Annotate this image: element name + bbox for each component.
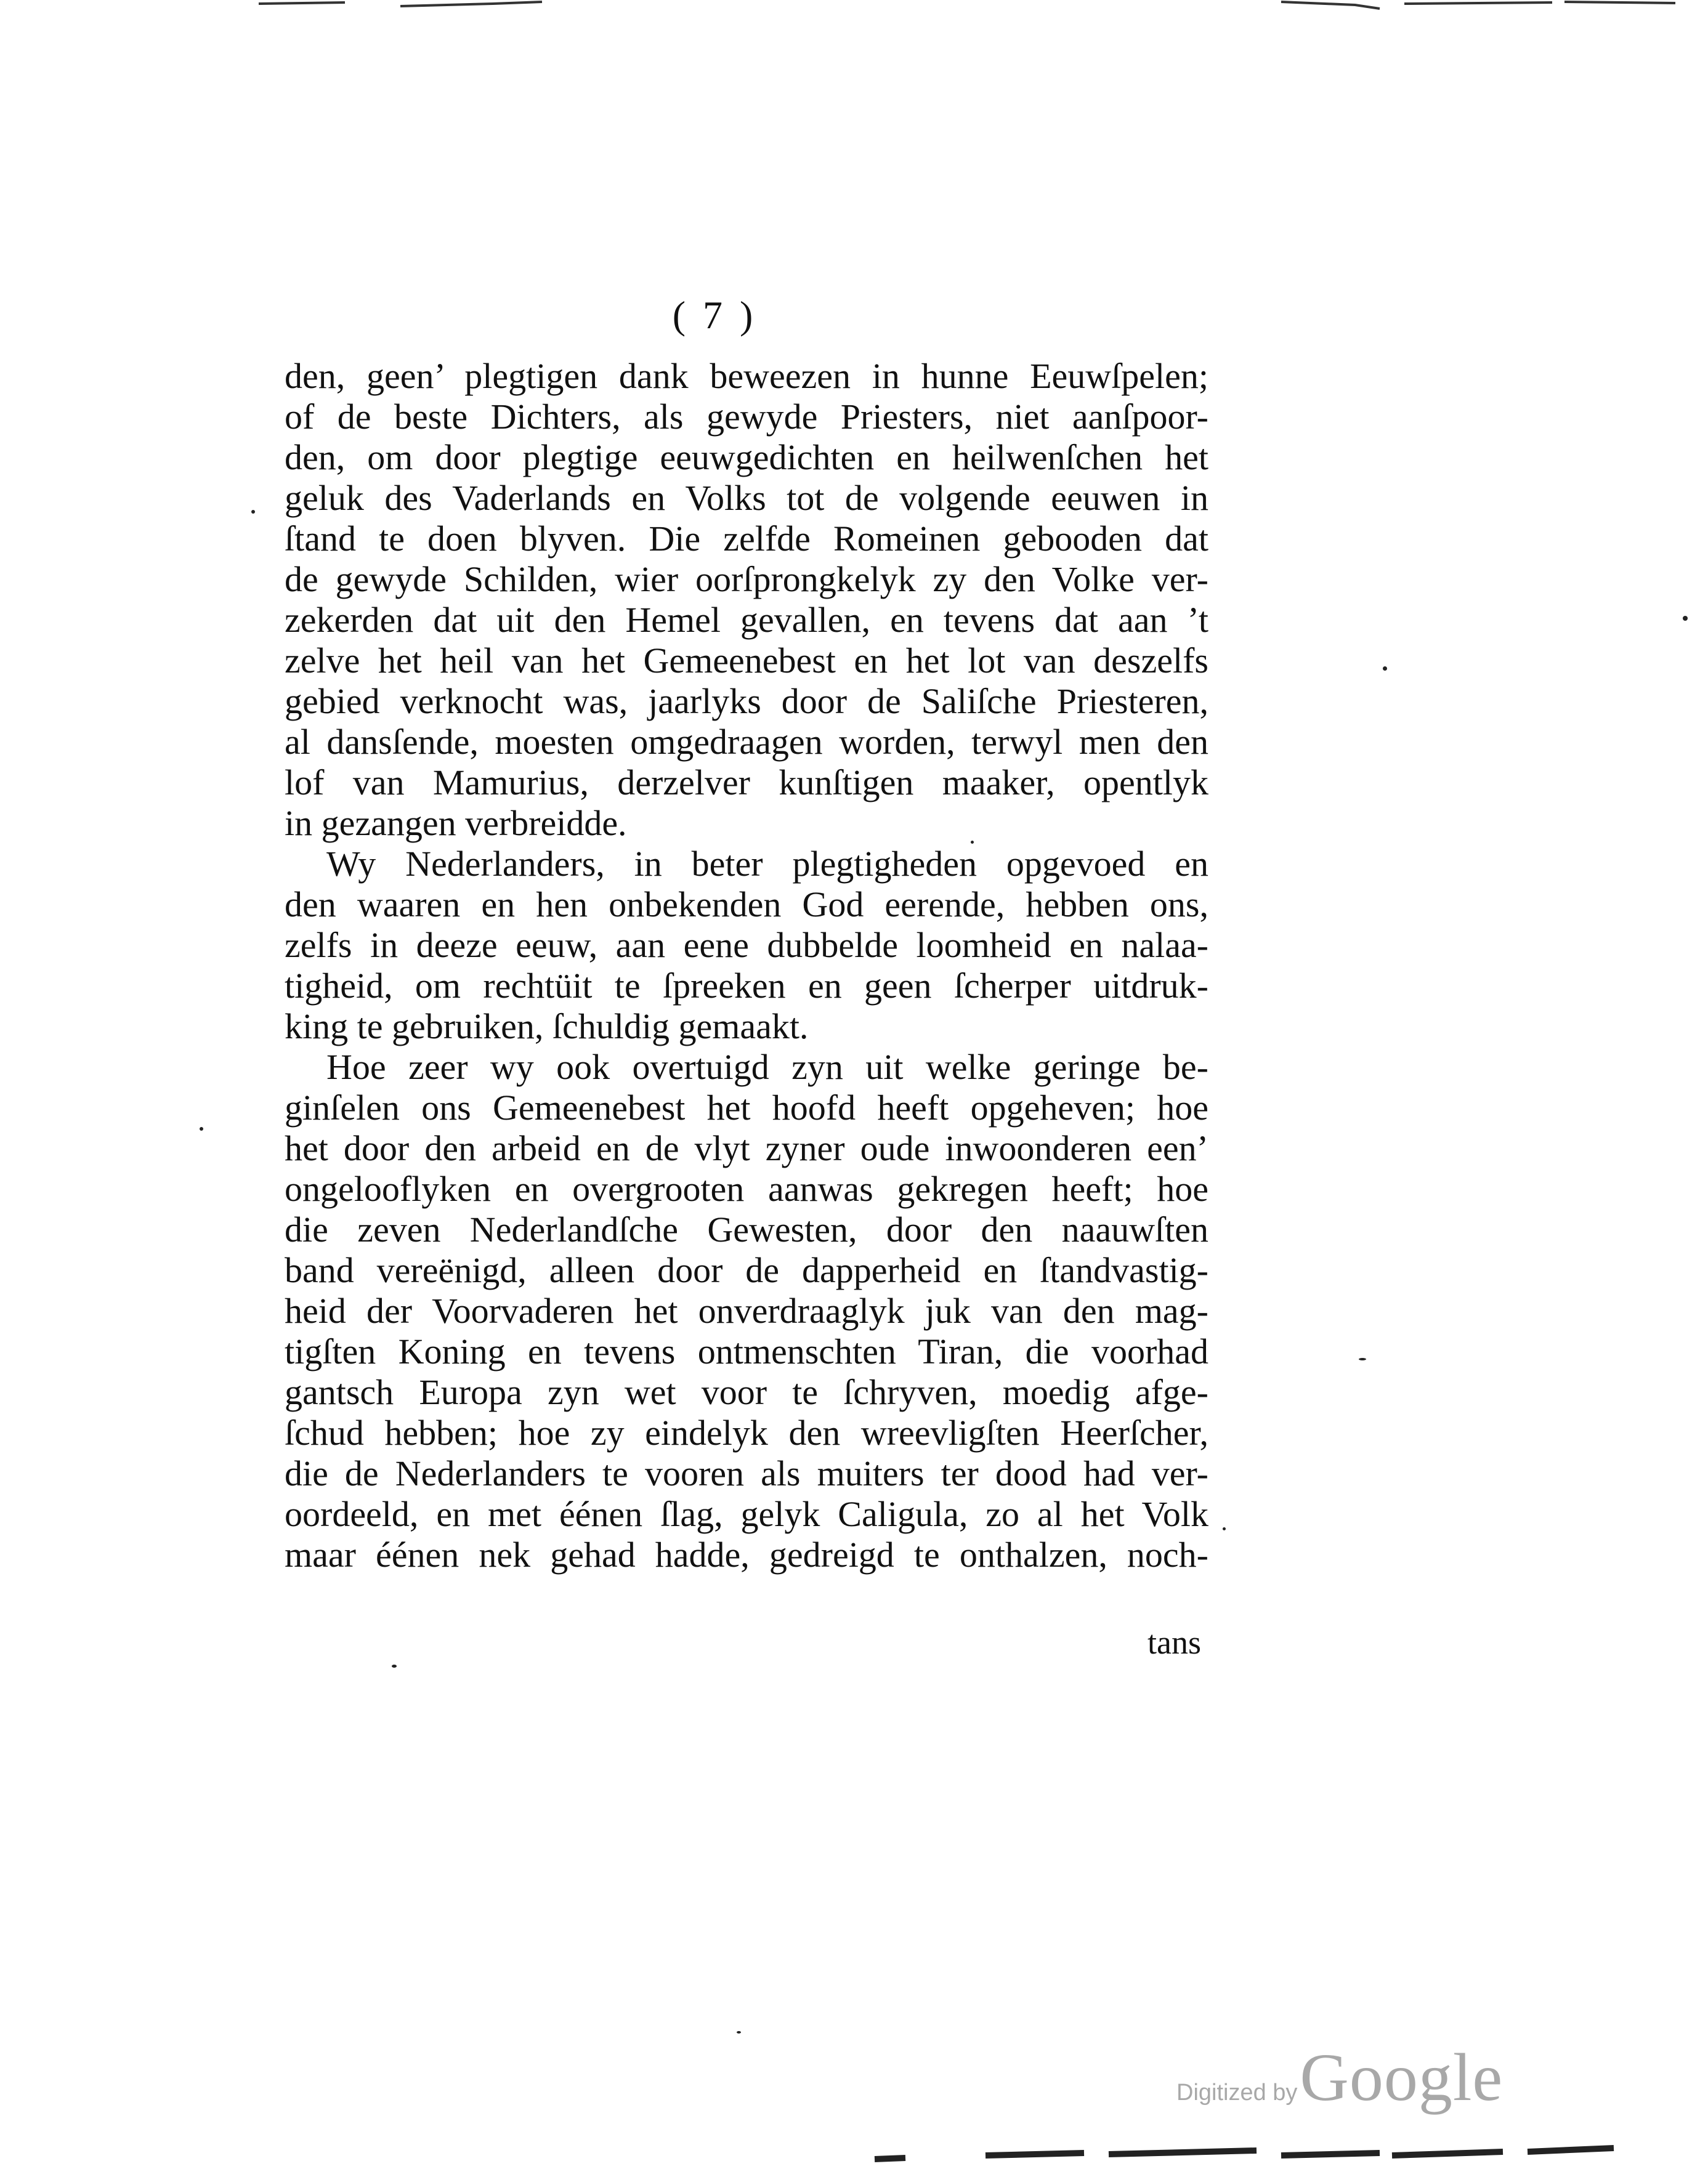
- watermark-prefix: Digitized by: [1176, 2080, 1298, 2106]
- top-edge-scan-artifact: [0, 0, 1708, 18]
- text-line: ongelooflyken en overgrooten aanwas gekregen heeft; hoe: [285, 1169, 1208, 1209]
- text-line: die zeven Nederlandſche Gewesten, door den naauwſten: [285, 1210, 1208, 1250]
- text-line: in gezangen verbreidde.: [285, 803, 627, 843]
- text-line: het door den arbeid en de vlyt zyner oude inwoonderen een’: [285, 1128, 1208, 1168]
- text-line: den waaren en hen onbekenden God eerende, hebben ons,: [285, 884, 1208, 924]
- text-line: band vereënigd, alleen door de dapperheid en ſtandvastig-: [285, 1250, 1208, 1290]
- text-line: gebied verknocht was, jaarlyks door de Saliſche Priesteren,: [285, 681, 1208, 721]
- text-line: of de beste Dichters, als gewyde Priesters, niet aanſpoor-: [285, 397, 1208, 437]
- text-line: oordeeld, en met éénen ſlag, gelyk Caligula, zo al het Volk: [285, 1494, 1208, 1534]
- body-text: [285, 356, 1208, 1575]
- catchword: tans: [1147, 1624, 1201, 1661]
- ink-speck: [1359, 1358, 1366, 1360]
- text-line: die de Nederlanders te vooren als muiters ter dood had ver-: [285, 1453, 1208, 1493]
- ink-speck: [392, 1665, 397, 1668]
- text-line: tigheid, om rechtüit te ſpreeken en geen ſcherper uitdruk-: [285, 966, 1208, 1006]
- text-line: den, geen’ plegtigen dank beweezen in hunne Eeuwſpelen;: [285, 356, 1208, 396]
- text-line: den, om door plegtige eeuwgedichten en heilwenſchen het: [285, 437, 1208, 477]
- text-line: lof van Mamurius, derzelver kunſtigen maaker, opentlyk: [285, 762, 1208, 802]
- text-line: heid der Voorvaderen het onverdraaglyk juk van den mag-: [285, 1291, 1208, 1331]
- text-line: zelve het heil van het Gemeenebest en het lot van deszelfs: [285, 640, 1208, 681]
- text-line: tigſten Koning en tevens ontmenschten Tiran, die voorhad: [285, 1331, 1208, 1371]
- ink-speck: [200, 1127, 203, 1131]
- text-line: zelfs in deeze eeuw, aan eene dubbelde loomheid en nalaa-: [285, 925, 1208, 965]
- text-line: geluk des Vaderlands en Volks tot de volgende eeuwen in: [285, 478, 1208, 518]
- text-line: king te gebruiken, ſchuldig gemaakt.: [285, 1006, 809, 1046]
- ink-speck: [971, 841, 974, 844]
- text-line: ginſelen ons Gemeenebest het hoofd heeft opgeheven; hoe: [285, 1088, 1208, 1128]
- ink-speck: [251, 510, 255, 514]
- text-line: maar éénen nek gehad hadde, gedreigd te onthalzen, noch-: [285, 1535, 1208, 1575]
- ink-speck: [1383, 666, 1387, 671]
- page-number: ( 7 ): [672, 293, 757, 337]
- digitized-by-google-watermark: [1176, 2038, 1546, 2115]
- text-line: Hoe zeer wy ook overtuigd zyn uit welke geringe be-: [326, 1047, 1208, 1087]
- text-line: gantsch Europa zyn wet voor te ſchryven, moedig afge-: [285, 1372, 1208, 1412]
- text-line: zekerden dat uit den Hemel gevallen, en tevens dat aan ’t: [285, 600, 1208, 640]
- bottom-edge-scan-artifact: [0, 2137, 1708, 2169]
- text-line: de gewyde Schilden, wier oorſprongkelyk zy den Volke ver-: [285, 559, 1208, 599]
- text-line: ſchud hebben; hoe zy eindelyk den wreevligſten Heerſcher,: [285, 1413, 1208, 1453]
- ink-speck: [1683, 616, 1688, 621]
- text-line: al dansſende, moesten omgedraagen worden, terwyl men den: [285, 722, 1208, 762]
- text-line: ſtand te doen blyven. Die zelfde Romeinen gebooden dat: [285, 519, 1208, 559]
- ink-speck: [737, 2031, 741, 2034]
- ink-speck: [1223, 1527, 1226, 1530]
- text-line: Wy Nederlanders, in beter plegtigheden opgevoed en: [326, 844, 1208, 884]
- watermark-brand: Google: [1300, 2040, 1504, 2115]
